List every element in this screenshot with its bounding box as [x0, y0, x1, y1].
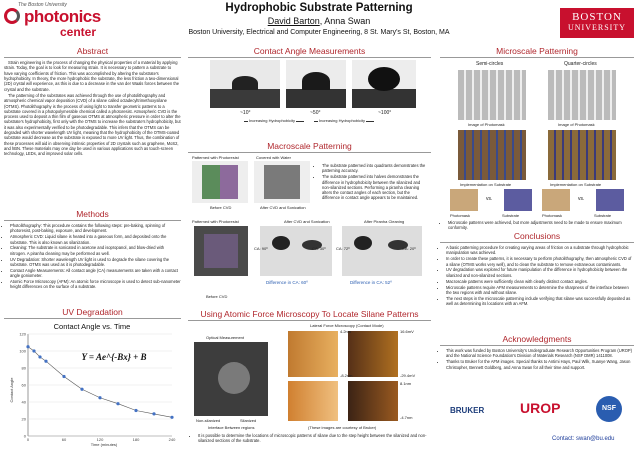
micro-impl-caption-1: Implementation on Substrate	[460, 182, 512, 187]
micro-sub-label: Substrate	[594, 213, 612, 218]
bu-logo-line2: UNIVERSITY	[568, 23, 626, 32]
micro-compare-1a	[450, 189, 478, 211]
bruker-logo: BRUKER	[450, 406, 485, 415]
ack-list	[440, 348, 634, 370]
afm-scan-value: 16.6mV	[400, 329, 414, 334]
afm-lateral-title: Lateral Force Microscopy (Contact Mode)	[310, 323, 384, 328]
data-point	[26, 345, 29, 348]
contact-section	[188, 46, 431, 123]
micro-compare-2b	[596, 189, 624, 211]
contact-title: Contact Angle Measurements	[188, 46, 431, 58]
chart-xlabel: Time (minutes)	[90, 442, 118, 447]
y-tick-label: 40	[21, 399, 26, 405]
ack-item: • Thanks to Bruker for the AFM images. Special thanks to Antimi Hays, Paul Wilk, Xuanye Wang, Jason Christopher, Bennett Goldberg, and Anna Swan for all their time and support.	[446, 359, 634, 370]
conclusions-title: Conclusions	[440, 231, 634, 243]
uv-section	[4, 307, 181, 449]
macro-img2-caption: After CVD and Sonication	[260, 205, 306, 210]
afm-optical-img	[194, 342, 268, 416]
logo-subtitle: The Boston University	[18, 2, 67, 8]
angle-label-50: ~50°	[310, 110, 321, 116]
macro-row2	[188, 226, 431, 306]
data-point	[44, 360, 47, 363]
micro-title: Microscale Patterning	[440, 46, 634, 58]
conclusions-item: • Macroscale patterns were sufficiently clean with clearly distinct contact angles.	[446, 279, 634, 284]
ca-label: CA: 20º	[402, 246, 416, 251]
afm-scan-4	[348, 381, 398, 421]
conclusions-item: • A basic patterning procedure for creating varying areas of friction on a substrate through hydrophobic manipulation was achieved.	[446, 245, 634, 256]
micro-sub-label: Photomask	[542, 213, 563, 218]
droplet-image-2	[286, 60, 346, 108]
ack-item: • This work was funded by Boston University's Undergraduate Research Opportunities Program (UROP) and the National Science Foundation's Division of Materials Research (NSF DMR) 1411008.	[446, 348, 634, 359]
ca-label: CA: 72º	[336, 246, 350, 251]
contact-email[interactable]: Contact: swan@bu.edu	[552, 436, 615, 442]
macro-row2-img3	[342, 226, 422, 276]
x-tick-label: 120	[96, 437, 104, 442]
y-tick-label: 20	[21, 416, 26, 422]
macro-bullet: • The substrate patterned into quadrants demonstrates the patterning accuracy.	[322, 163, 428, 174]
micro-sub-label: Substrate	[502, 213, 520, 218]
diff-label-2: Difference in CA: 52º	[350, 280, 392, 285]
abstract-section	[4, 46, 181, 157]
data-point	[98, 396, 101, 399]
y-tick-label: 100	[19, 348, 26, 354]
data-point	[32, 349, 35, 352]
micro-photomask-caption-2: Image of Photomask	[558, 122, 595, 127]
macro-img1	[192, 161, 248, 203]
macro-row2-title-1: Patterned with Photoresist	[192, 219, 239, 224]
data-point	[80, 388, 83, 391]
data-point	[62, 375, 65, 378]
conclusions-item: • UV degradation was explored for future manipulation of the difference in hydrophobicity between the silanized and non-silanized sections.	[446, 267, 634, 278]
vs-label-2: vs.	[578, 196, 585, 202]
author-secondary: , Anna Swan	[319, 16, 371, 26]
micro-compare-2a	[542, 189, 570, 211]
logo-center: center	[60, 25, 97, 39]
macro-row2-caption: Before CVD	[206, 294, 228, 299]
abstract-title: Abstract	[4, 46, 181, 58]
micro-sub-label: Photomask	[450, 213, 471, 218]
y-tick-label: 120	[19, 331, 26, 337]
data-point	[38, 355, 41, 358]
afm-scan-1	[288, 331, 338, 377]
afm-bullet	[192, 433, 428, 444]
methods-item: • Atomic Force Microscopy (AFM): An atomic force microscope is used to detect sub-nanometer height differences on the surface of a substrate.	[10, 279, 181, 290]
ack-section	[440, 334, 634, 449]
poster-title: Hydrophobic Substrate Patterning	[225, 2, 413, 14]
macro-row2-title-2: After CVD and Sonication	[284, 219, 330, 224]
afm-scan-value: 4.2nm	[340, 329, 352, 334]
methods-list	[4, 223, 181, 290]
micro-col1-title: Semi-circles	[476, 61, 504, 67]
logo-photonics: photonics	[24, 7, 101, 26]
chart-ylabel: Contact Angle	[9, 377, 14, 403]
nsf-logo	[596, 396, 622, 422]
methods-item: • Cleaning: The substrate is sonicated in acetone and isopropanol, and blow-dried with nitrogen. A piranha cleaning may be performed as well.	[10, 245, 181, 256]
afm-optical-title: Optical Measurement	[206, 335, 245, 340]
data-point	[170, 416, 173, 419]
x-tick-label: 60	[61, 437, 67, 442]
afm-title: Using Atomic Force Microscopy To Locate Silane Patterns	[188, 309, 431, 321]
vs-label-1: vs.	[486, 196, 493, 202]
y-tick-label: 80	[21, 365, 26, 371]
author-primary: David Barton	[267, 16, 320, 26]
angle-label-100: ~100°	[378, 110, 392, 116]
ca-label: CA: 90º	[254, 246, 268, 251]
macro-bullets	[316, 163, 428, 201]
poster-affiliation: Boston University, Electrical and Computer Engineering, 8 St. Mary's St, Boston, MA	[188, 29, 450, 36]
chart-formula: Y = Ae^{-Bx} + B	[81, 352, 147, 362]
micro-substrate-2	[548, 130, 616, 180]
x-tick-label: 180	[132, 437, 140, 442]
x-tick-label: 240	[168, 437, 176, 442]
afm-bullet-text: • It is possible to determine the locations of microscopic patterns of silane due to the step height between the silanized and non-silanized sections of the substrate.	[198, 433, 428, 444]
x-tick-label: 0	[26, 437, 30, 442]
conclusions-list	[440, 245, 634, 306]
afm-label-interface: Interface Between regions	[208, 425, 255, 430]
diff-label-1: Difference in CA: 60º	[266, 280, 308, 285]
afm-label-nonsilanized: Non-silanized	[196, 418, 221, 423]
micro-substrate-1	[458, 130, 526, 180]
micro-section	[440, 46, 634, 241]
uv-chart	[4, 320, 181, 448]
conclusions-item: • In order to create these patterns, it is necessary to perform photolithography, then atmospheric CVD of a silane (OTMS works very well), and to clean the substrate to remove extraneous contaminants.	[446, 256, 634, 267]
data-point	[152, 412, 155, 415]
y-tick-label: 0	[23, 433, 26, 439]
abstract-p1: Strain engineering is the process of changing the physical properties of a material by applying strain. Today, the goal is to look for measuring strain. It is necessary to pattern a substrate to have varying coefficients of friction. This was accomplished by altering the substrate's hydrophobicity. In theory, the more hydrophobic the substrate, the less friction a two-dimensional (2D) crystal will experience, as this is due to a decrease in the van der Waals forces between the crystal and the substrate.	[4, 60, 180, 92]
methods-item: • Atmospheric CVD: Liquid silane is heated into a gaseous form, and deposited onto the substrate. This is also known as silanization.	[10, 234, 181, 245]
angle-label-10: ~10°	[240, 110, 251, 116]
chart-title: Contact Angle vs. Time	[53, 322, 131, 331]
data-point	[116, 402, 119, 405]
macro-row2-img1	[194, 226, 248, 276]
afm-section	[188, 309, 431, 449]
macro-bullet: • The substrate patterned into halves demonstrates the difference in hydrophobicity between the silanized and non-silanized sections. Performing a piranha cleaning alters the contact angles of each section, but the difference in contact angle appears to be maintained.	[322, 174, 428, 201]
macro-img2	[254, 161, 310, 203]
arrow-label-1: Increasing Hydrophobicity	[249, 118, 296, 123]
micro-photomask-1	[458, 70, 526, 120]
micro-photomask-caption-1: Image of Photomask	[468, 122, 505, 127]
afm-courtesy: (These images are courtesy of Bruker)	[308, 425, 377, 430]
urop-logo: UROP	[520, 400, 561, 416]
afm-scan-2	[348, 331, 398, 377]
micro-col2-title: Quarter-circles	[564, 61, 597, 67]
conclusions-item: • The next steps in the microscale patterning include verifying that silane was successfully deposited as well as determining its locations with an AFM.	[446, 296, 634, 307]
methods-item: • UV Degradation: Shorter wavelength UV light is used to degrade the silane covering the substrate. OTMS was used as it is photodegradable.	[10, 257, 181, 268]
abstract-p2: The patterning of the substrates was achieved through the use of photolithography and atmospheric chemical vapor deposition (CVD) of a silane called octadecyltrimethoxysilane (OTMS). Photolithography is the process of using light to transfer geometric patterns to a substrate covered in a photopolymerable chemical called a photoresist. Atmospheric CVD is the process used to deposit a thin film of gaseous OTMS at atmospheric pressure in order to alter the substrate's hydrophobicity, first only with the OTMS to increase the substrate's hydrophobicity, but it was also experimentally verified to be photodegradable. This infers that the OTMS can be degraded with shorter wavelength UV light, meaning that the hydrophobicity of the OTMS-coated substrate would decrease as the substrate is exposed to more UV light. Thus, the combination of these processes will aid in observing intrinsic properties of 2D crystals such as graphene, MoS2, and hBN. These materials may one day be used in various applications such as touch-screen technology, LEDs, and improved solar cells.	[4, 92, 181, 157]
methods-title: Methods	[4, 209, 181, 221]
y-tick-label: 60	[21, 382, 26, 388]
afm-scan-value: -4.7nm	[400, 415, 413, 420]
macro-row2-title-3: After Piranha Cleaning	[364, 219, 405, 224]
micro-photomask-2	[548, 70, 616, 120]
micro-bullet-text: • Microscale patterns were achieved, but more adjustments need to be made to ensure maximum conformity.	[448, 220, 632, 231]
afm-label-silanized: Silanized	[240, 418, 257, 423]
afm-scan-value: 8.1nm	[400, 381, 412, 386]
micro-compare-1b	[504, 189, 532, 211]
data-point	[134, 409, 137, 412]
droplet-image-3	[352, 60, 416, 108]
macro-row2-img2	[260, 226, 332, 276]
macro-img1-caption: Before CVD	[210, 205, 232, 210]
methods-item: • Photolithography: This procedure contains the following steps: pre-baking, spinning of photoresist, post-baking, exposure, and development.	[10, 223, 181, 234]
poster-authors	[0, 16, 638, 26]
boston-university-logo	[560, 8, 634, 38]
macro-title: Macroscale Patterning	[188, 141, 431, 153]
ca-label: CA: 30º	[312, 246, 326, 251]
micro-impl-caption-2: Implementation on Substrate	[550, 182, 602, 187]
conclusions-item: • Microscale patterns require AFM measurements to determine the sharpness of the interface between the two regions with and without silane.	[446, 285, 634, 296]
afm-scan-value: -8.2nm	[340, 373, 353, 378]
macro-img1-title: Patterned with Photoresist	[192, 155, 239, 160]
ack-title: Acknowledgments	[440, 334, 634, 346]
micro-bullet	[442, 220, 632, 231]
macro-img2-title: Covered with Water	[256, 155, 291, 160]
nsf-logo-text: NSF	[602, 405, 616, 412]
bu-logo-line1: BOSTON	[572, 11, 622, 23]
methods-section	[4, 209, 181, 290]
droplet-image-1	[210, 60, 280, 108]
methods-item: • Contact Angle Measurements: All contact angle (CA) measurements are taken with a contact angle goniometer.	[10, 268, 181, 279]
arrow-label-2: Increasing Hydrophobicity	[319, 118, 366, 123]
afm-scan-3	[288, 381, 338, 421]
uv-title: UV Degradation	[4, 307, 181, 319]
conclusions-section	[440, 231, 634, 307]
afm-scan-value: -29.4mV	[400, 373, 416, 378]
